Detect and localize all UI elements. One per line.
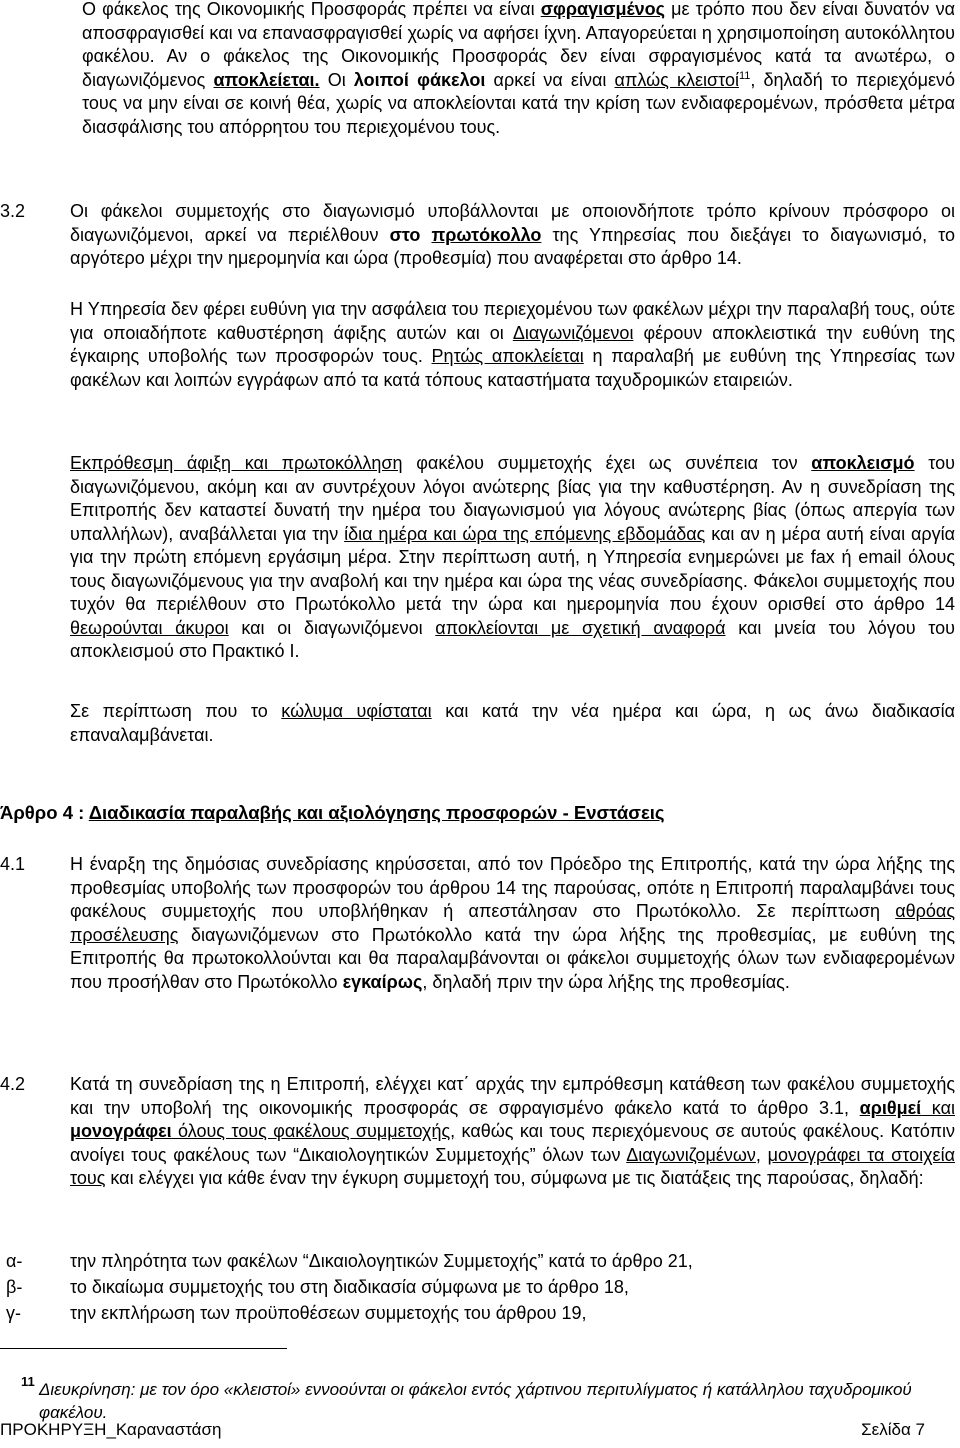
excluded-reference-emphasis: αποκλείονται με σχετική αναφορά [435, 617, 726, 638]
section-3-2-paragraph-4 [70, 700, 955, 747]
footnote [0, 1374, 940, 1424]
text-run: και ελέγχει για κάθε έναν την έγκυρη συμμετοχή του, σύμφωνα με τις διατάξεις της παρούσας, δηλαδή: [105, 1168, 924, 1188]
footnote-text: Διευκρίνηση: με τον όρο «κλειστοί» εννοούνται οι φάκελοι εντός χάρτινου περιτυλίγματος ή κατάλληλου ταχυδρομικού φακέλου. [39, 1380, 912, 1422]
list-item-label: γ- [6, 1303, 21, 1323]
footnote-reference: 11 [738, 69, 751, 82]
text-run: Οι φάκελοι συμμετοχής στο διαγωνισμό υποβάλλονται με οποιονδήποτε τρόπο κρίνουν πρόσφορο οι διαγωνιζόμενοι, αρκεί να περιέλθουν [70, 201, 955, 245]
crowd-emphasis: αθρόας προσέλευσης [70, 901, 955, 945]
text-run: και αν η μέρα αυτή είναι αργία για την πρώτη επόμενη εργάσιμη μέρα. Στην περίπτωση αυτή, η Υπηρεσία ενημερώνει με fax ή email όλους τους διαγωνιζόμενους για την αναβολή και την ημέρα και ώρα της νέας συνεδρίασης. Φάκελοι συμμετοχής που τυχόν θα περιέλθουν στο Πρωτόκολλο μετά την ώρα και ημερομηνία που έχουν ορισθεί στο άρθρο 14 [70, 523, 955, 614]
text-run: φέρουν αποκλειστικά την ευθύνη της έγκαιρης υποβολής των προσφορών τους. [70, 322, 955, 366]
text-run: της Υπηρεσίας που διεξάγει το διαγωνισμό, το αργότερο μέχρι την ημερομηνία και ώρα (προθεσμία) που αναφέρεται στο άρθρο 14. [70, 224, 956, 268]
text-run: του διαγωνιζόμενου, ακόμη και αν συντρέχουν λόγοι ανώτερης βίας για την καθυστέρηση. Αν η συνεδρίαση της Επιτροπής δεν καταστεί δυνατή την ημέρα του διαγωνισμού για λόγους ανώτερης βίας (όπως απεργία των υπαλλήλων), αναβάλλεται για την [70, 453, 955, 544]
all-envelopes-emphasis: όλους τους φακέλους συμμετοχής, [171, 1121, 456, 1141]
section-3-2-paragraph-3 [70, 452, 955, 664]
late-arrival-emphasis: Εκπρόθεσμη άφιξη και πρωτοκόλληση [70, 453, 403, 473]
protocol-emphasis: στο [389, 224, 432, 245]
text-run: Οι [319, 69, 354, 90]
invalid-emphasis: θεωρούνται άκυροι [70, 617, 229, 638]
footnote-separator [0, 1348, 287, 1349]
text-run: φακέλου συμμετοχής έχει ως συνέπεια τον [402, 453, 812, 473]
text-run: και [921, 1097, 955, 1118]
text-run: Σε περίπτωση που το [70, 701, 282, 721]
initials-details-emphasis: μονογράφει τα στοιχεία τους [70, 1144, 955, 1188]
bidders-emphasis: Διαγωνιζομένων [626, 1144, 756, 1165]
footnote-mark: 11 [21, 1374, 35, 1389]
numbers-emphasis: αριθμεί [859, 1097, 922, 1118]
excluded-emphasis: αποκλείεται. [213, 69, 320, 90]
list-item-text: την πληρότητα των φακέλων “Δικαιολογητικών Συμμετοχής” κατά το άρθρο 21, [70, 1251, 693, 1271]
text-run: με τρόπο που δεν είναι δυνατόν να αποσφραγισθεί και να επανασφραγισθεί χωρίς να αφήσει ίχνη. Απαγορεύεται η χρησιμοποίηση αυτοκόλλητου φακέλου. Αν ο φάκελος της Οικονομικής Προσφοράς δεν είναι σφραγισμένος κατά τα ανωτέρω, ο διαγωνιζόμενος [82, 0, 955, 90]
timely-emphasis: εγκαίρως [342, 971, 423, 992]
text-run: καθώς και τους περιεχόμενους σε αυτούς φακέλους. Κατόπιν ανοίγει τους φακέλους των “Δικαιολογητικών Συμμετοχής” όλων των [70, 1121, 955, 1165]
initials-emphasis: μονογράφει [70, 1121, 172, 1141]
section-number: 4.2 [0, 1074, 26, 1094]
obstacle-emphasis: κώλυμα υφίσταται [281, 701, 432, 721]
text-run: διαγωνιζόμενων στο Πρωτόκολλο κατά την ώρα λήξης της προθεσμίας, με ευθύνη της Επιτροπής θα πρωτοκολλούνται και θα παραλαμβάνονται οι φάκελοι συμμετοχής όλων των ενδιαφερομένων που προσήλθαν στο Πρωτόκολλο [70, 924, 955, 992]
text-run: η παραλαβή με ευθύνη της Υπηρεσίας των φακέλων και λοιπών εγγράφων από τα κατά τόπους καταστήματα ταχυδρομικών εταιρειών. [70, 346, 955, 390]
expressly-excluded-emphasis: Ρητώς αποκλείεται [431, 346, 584, 366]
section-number: 4.1 [0, 854, 26, 874]
footer-page-number: Σελίδα 7 [861, 1420, 925, 1439]
section-4-1-paragraph [70, 853, 955, 994]
article-heading [0, 802, 664, 824]
text-run: και κατά την νέα ημέρα και ώρα, η ως άνω διαδικασία επαναλαμβάνεται. [70, 701, 955, 745]
heading-title: Διαδικασία παραλαβής και αξιολόγησης προσφορών - Ενστάσεις [88, 802, 665, 823]
section-3-2-paragraph-1 [70, 200, 955, 271]
text-run: , δηλαδή το περιεχόμενό τους να μην είναι σε κοινή θέα, χωρίς να αποκλείονται κατά την κρίση των ενδιαφερομένων, πρόσθετα μέτρα διασφάλισης του απόρρητου του περιεχομένου τους. [82, 69, 955, 137]
section-3-2-paragraph-2 [70, 298, 955, 392]
text-run: Ο φάκελος της Οικονομικής Προσφοράς πρέπει να είναι [82, 0, 541, 19]
list-item-label: α- [6, 1251, 23, 1271]
text-run: και οι διαγωνιζόμενοι [228, 617, 436, 638]
list-item-text: την εκπλήρωση των προϋποθέσεων συμμετοχής του άρθρου 19, [70, 1303, 587, 1323]
text-run: Η έναρξη της δημόσιας συνεδρίασης κηρύσσεται, από τον Πρόεδρο της Επιτροπής, κατά την ώρα λήξης της προθεσμίας υποβολής των προσφορών του άρθρου 14 της παρούσας, οπότε η Επιτροπή παραλαμβάνει τους φακέλους συμμετοχής που υποβλήθηκαν ή απεστάλησαν στο Πρωτόκολλο. Σε περίπτωση [70, 854, 955, 921]
section-4-2-paragraph [70, 1073, 955, 1191]
simply-closed-emphasis: απλώς κλειστοί [614, 69, 739, 90]
sealed-emphasis: σφραγισμένος [540, 0, 665, 19]
footer-document-name: ΠΡΟΚΗΡΥΞΗ_Καραναστάση [0, 1420, 222, 1439]
text-run: Η Υπηρεσία δεν φέρει ευθύνη για την ασφάλεια του περιεχομένου των φακέλων μέχρι την παραλαβή τους, ούτε για οποιαδήποτε καθυστέρηση άφιξης αυτών και οι [70, 299, 955, 343]
text-run: , [755, 1144, 768, 1165]
text-run: , δηλαδή πριν την ώρα λήξης της προθεσμίας. [422, 971, 790, 992]
exclusion-emphasis: αποκλεισμό [811, 453, 915, 473]
protocol-emphasis: πρωτόκολλο [431, 224, 542, 245]
list-item-label: β- [6, 1277, 23, 1297]
text-run: Κατά τη συνεδρίαση της η Επιτροπή, ελέγχει κατ΄ αρχάς την εμπρόθεσμη κατάθεση των φακέλου συμμετοχής και την υποβολή της οικονομικής προσφοράς σε σφραγισμένο φάκελο κατά το άρθρο 3.1, [70, 1074, 955, 1118]
text-run: και μνεία του λόγου του αποκλεισμού στο Πρακτικό Ι. [70, 617, 955, 661]
list-item-text: το δικαίωμα συμμετοχής του στη διαδικασία σύμφωνα με το άρθρο 18, [70, 1277, 629, 1297]
other-envelopes-emphasis: λοιποί φάκελοι [353, 69, 486, 90]
section-number: 3.2 [0, 201, 26, 221]
heading-prefix: Άρθρο 4 : [0, 802, 89, 823]
page-footer [0, 1420, 925, 1440]
same-day-emphasis: ίδια ημέρα και ώρα της επόμενης εβδομάδας [344, 523, 706, 544]
text-run: αρκεί να είναι [485, 69, 615, 90]
offer-envelope-paragraph [82, 0, 955, 139]
bidders-emphasis: Διαγωνιζόμενοι [512, 322, 634, 343]
